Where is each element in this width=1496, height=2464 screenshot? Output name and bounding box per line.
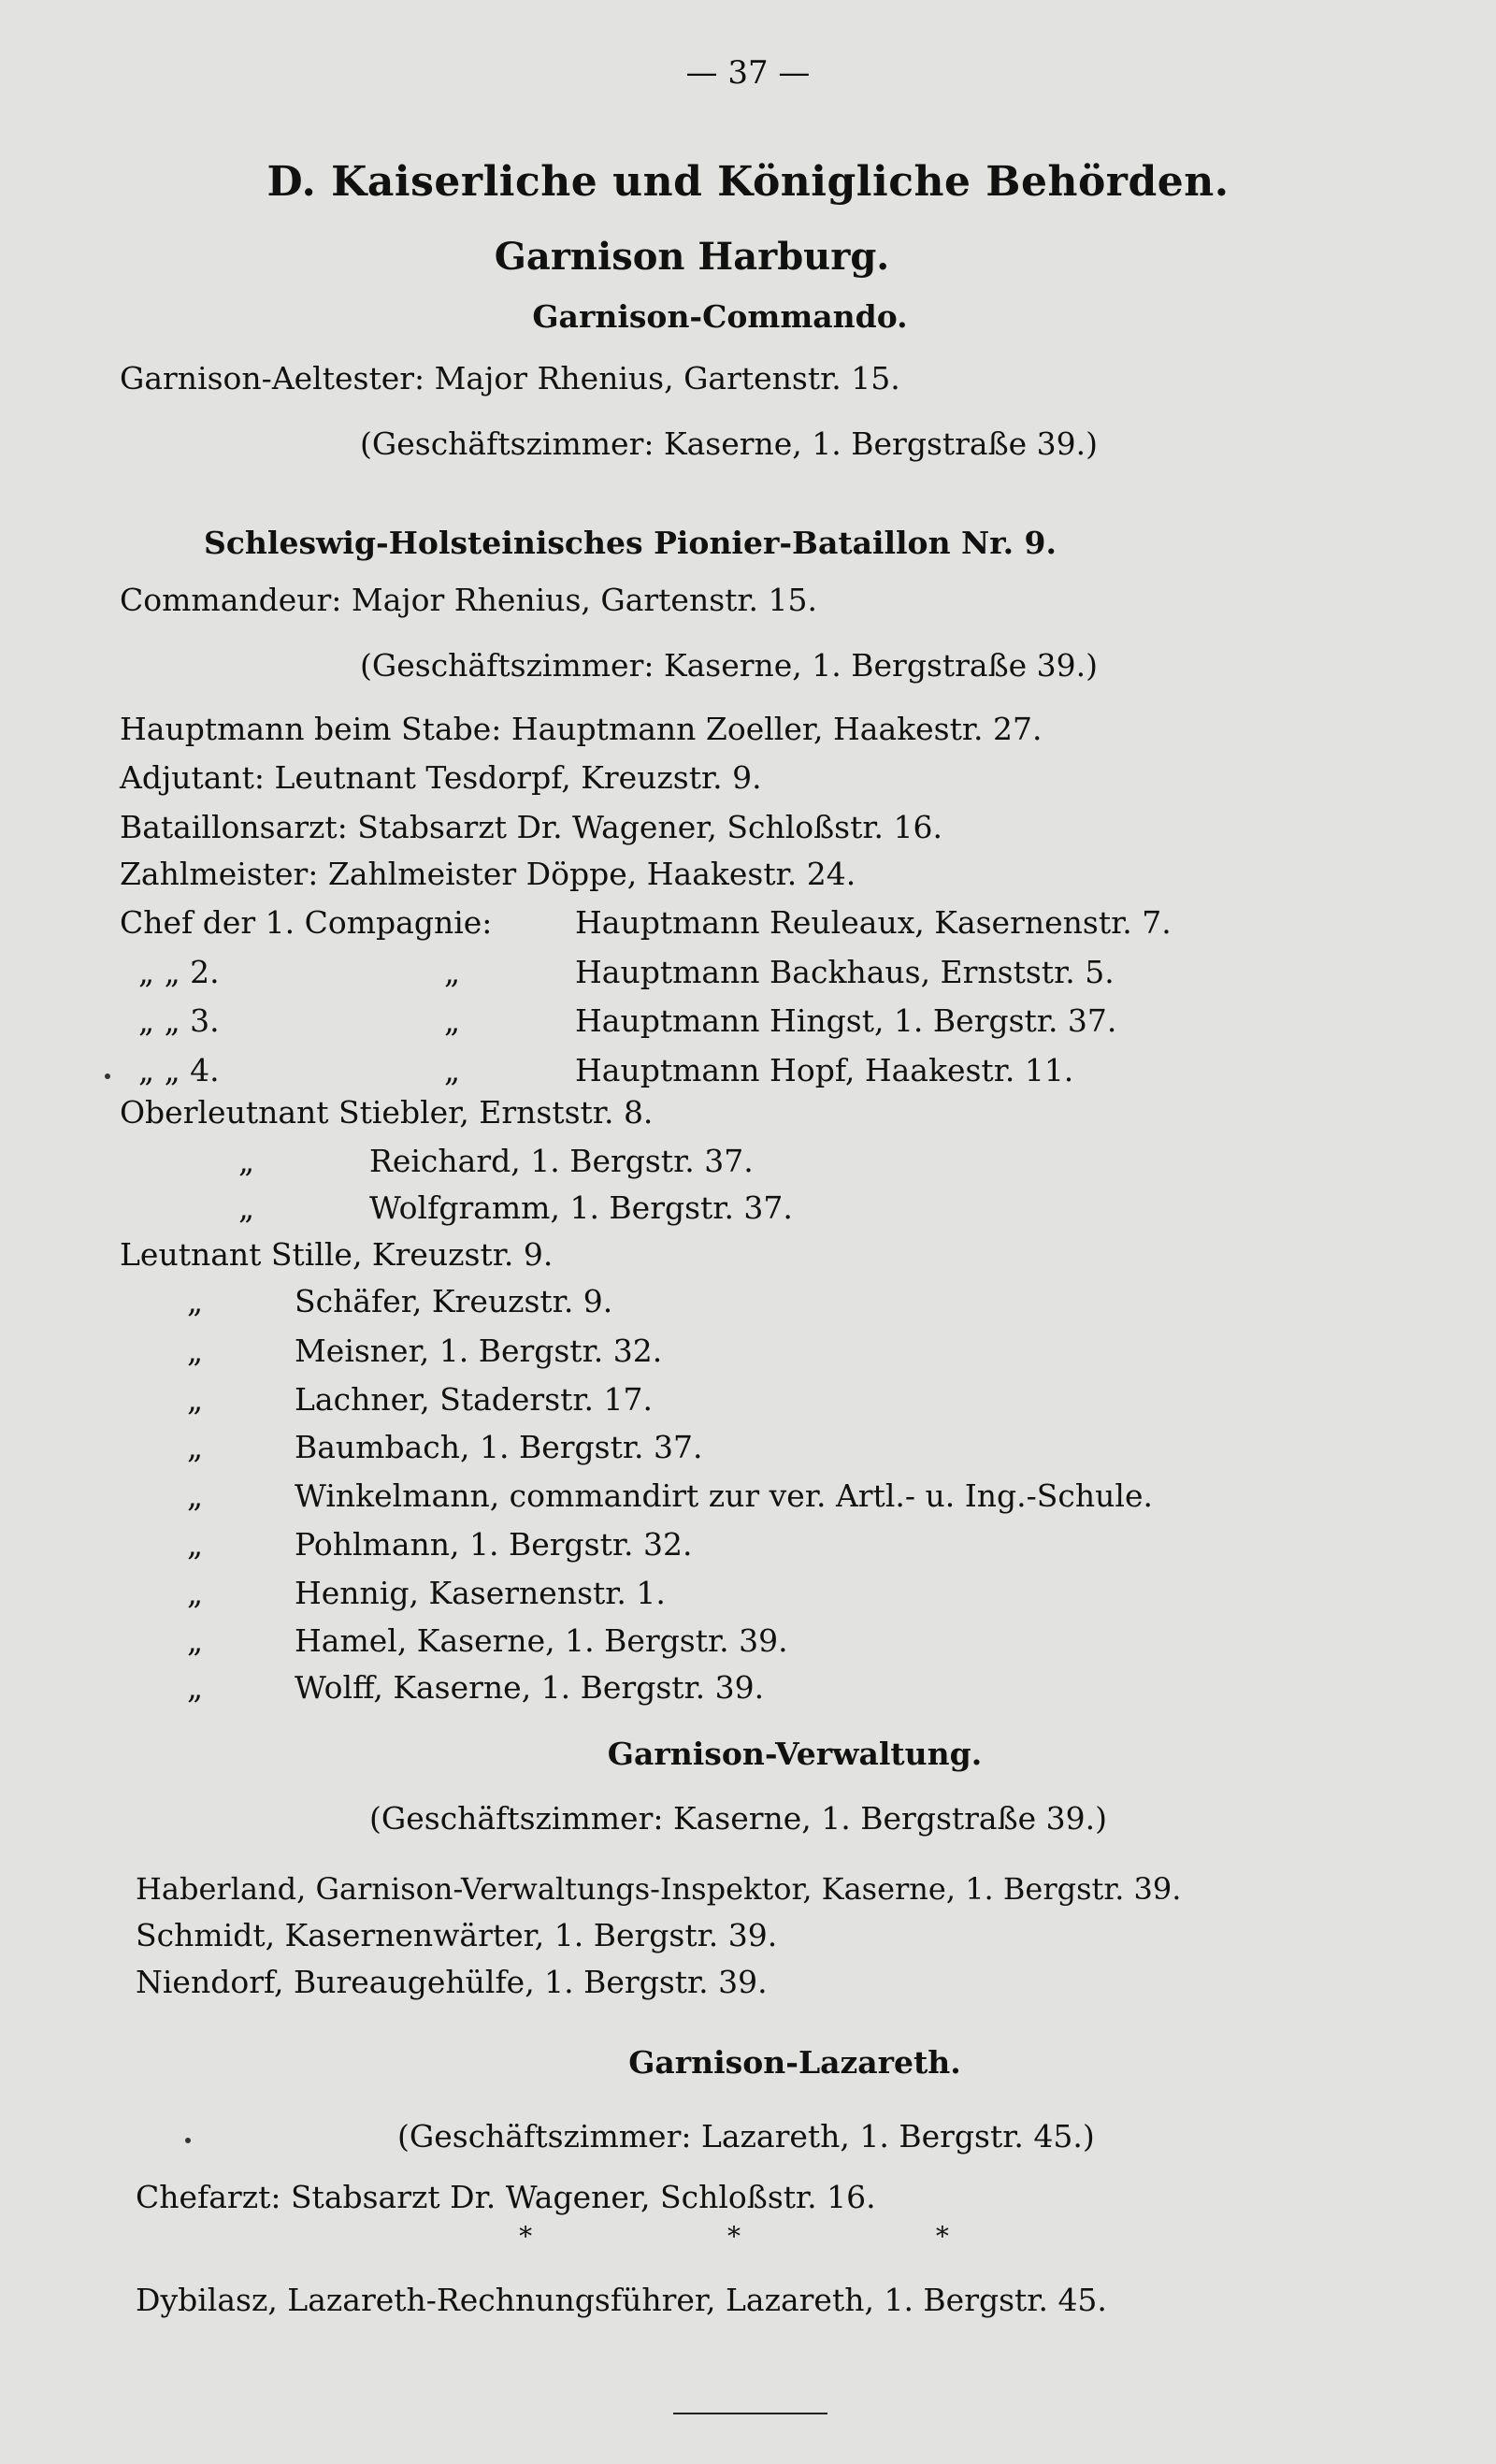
text-line: Oberleutnant Stiebler, Ernststr. 8. — [120, 1094, 654, 1131]
text-line: (Geschäftszimmer: Kaserne, 1. Bergstraße 39.) — [369, 1800, 1108, 1837]
text-line: Haberland, Garnison-Verwaltungs-Inspektor, Kaserne, 1. Bergstr. 39. — [136, 1871, 1182, 1907]
list-item: Hennig, Kasernenstr. 1. — [295, 1575, 666, 1611]
list-item: Baumbach, 1. Bergstr. 37. — [295, 1429, 703, 1465]
ditto-mark: „ — [187, 1669, 204, 1706]
list-item: Hamel, Kaserne, 1. Bergstr. 39. — [295, 1622, 788, 1659]
ditto-mark: „ — [444, 954, 461, 990]
text-line: Schmidt, Kasernenwärter, 1. Bergstr. 39. — [136, 1917, 778, 1953]
page-title: D. Kaiserliche und Königliche Behörden. — [266, 158, 1230, 206]
speck-mark — [105, 1073, 110, 1079]
text-line: Garnison-Aeltester: Major Rhenius, Gartenstr. 15. — [120, 360, 900, 396]
text-line: Chef der 1. Compagnie: — [120, 904, 493, 941]
asterism: * * * — [519, 2221, 949, 2252]
text-line: Wolfgramm, 1. Bergstr. 37. — [369, 1189, 793, 1226]
list-item: Lachner, Staderstr. 17. — [295, 1381, 654, 1418]
ditto-mark: „ — [238, 1143, 255, 1179]
list-item: Pohlmann, 1. Bergstr. 32. — [295, 1526, 693, 1563]
text-line: Dybilasz, Lazareth-Rechnungsführer, Lazareth, 1. Bergstr. 45. — [136, 2282, 1107, 2318]
ditto-mark: „ — [444, 1002, 461, 1039]
list-item: Wolff, Kaserne, 1. Bergstr. 39. — [295, 1669, 765, 1706]
list-item: Meisner, 1. Bergstr. 32. — [295, 1333, 663, 1369]
closing-rule — [673, 2413, 827, 2414]
ditto-mark: „ — [187, 1477, 204, 1514]
section-heading-lazareth: Garnison-Lazareth. — [628, 2044, 961, 2081]
section-heading-commando: Garnison-Commando. — [532, 298, 908, 335]
page-number: — 37 — — [685, 54, 811, 92]
list-item: Winkelmann, commandirt zur ver. Artl.- u. Ing.-Schule. — [295, 1477, 1153, 1514]
ditto-label: „ „ 2. — [138, 954, 220, 990]
ditto-mark: „ — [187, 1622, 204, 1659]
ditto-mark: „ — [238, 1189, 255, 1226]
text-line: (Geschäftszimmer: Kaserne, 1. Bergstraße 39.) — [360, 647, 1099, 684]
text-line: Hauptmann Hopf, Haakestr. 11. — [575, 1052, 1074, 1088]
text-line: (Geschäftszimmer: Kaserne, 1. Bergstraße 39.) — [360, 425, 1099, 462]
ditto-mark: „ — [187, 1381, 204, 1418]
ditto-label: „ „ 4. — [138, 1052, 220, 1088]
ditto-mark: „ — [187, 1429, 204, 1465]
text-line: Leutnant Stille, Kreuzstr. 9. — [120, 1236, 554, 1273]
text-line: Hauptmann Reuleaux, Kasernenstr. 7. — [575, 904, 1172, 941]
text-line: Niendorf, Bureaugehülfe, 1. Bergstr. 39. — [136, 1964, 768, 2000]
text-line: Zahlmeister: Zahlmeister Döppe, Haakestr. 24. — [120, 856, 856, 892]
ditto-label: „ „ 3. — [138, 1002, 220, 1039]
ditto-mark: „ — [187, 1575, 204, 1611]
text-line: Hauptmann beim Stabe: Hauptmann Zoeller, Haakestr. 27. — [120, 711, 1043, 747]
list-item: Schäfer, Kreuzstr. 9. — [295, 1283, 613, 1319]
ditto-mark: „ — [187, 1526, 204, 1563]
text-line: Bataillonsarzt: Stabsarzt Dr. Wagener, Schloßstr. 16. — [120, 809, 942, 845]
text-line: Hauptmann Backhaus, Ernststr. 5. — [575, 954, 1115, 990]
text-line: Reichard, 1. Bergstr. 37. — [369, 1143, 754, 1179]
subtitle: Garnison Harburg. — [494, 235, 890, 279]
ditto-mark: „ — [444, 1052, 461, 1088]
ditto-mark: „ — [187, 1333, 204, 1369]
text-line: Chefarzt: Stabsarzt Dr. Wagener, Schloßstr. 16. — [136, 2179, 876, 2215]
text-line: Commandeur: Major Rhenius, Gartenstr. 15. — [120, 582, 818, 618]
speck-mark — [185, 2138, 191, 2143]
ditto-mark: „ — [187, 1283, 204, 1319]
text-line: (Geschäftszimmer: Lazareth, 1. Bergstr. 45.) — [397, 2118, 1095, 2154]
text-line: Hauptmann Hingst, 1. Bergstr. 37. — [575, 1002, 1117, 1039]
section-heading-bataillon: Schleswig-Holsteinisches Pionier-Bataillon Nr. 9. — [204, 525, 1057, 561]
section-heading-verwaltung: Garnison-Verwaltung. — [607, 1736, 983, 1772]
text-line: Adjutant: Leutnant Tesdorpf, Kreuzstr. 9. — [120, 759, 762, 796]
